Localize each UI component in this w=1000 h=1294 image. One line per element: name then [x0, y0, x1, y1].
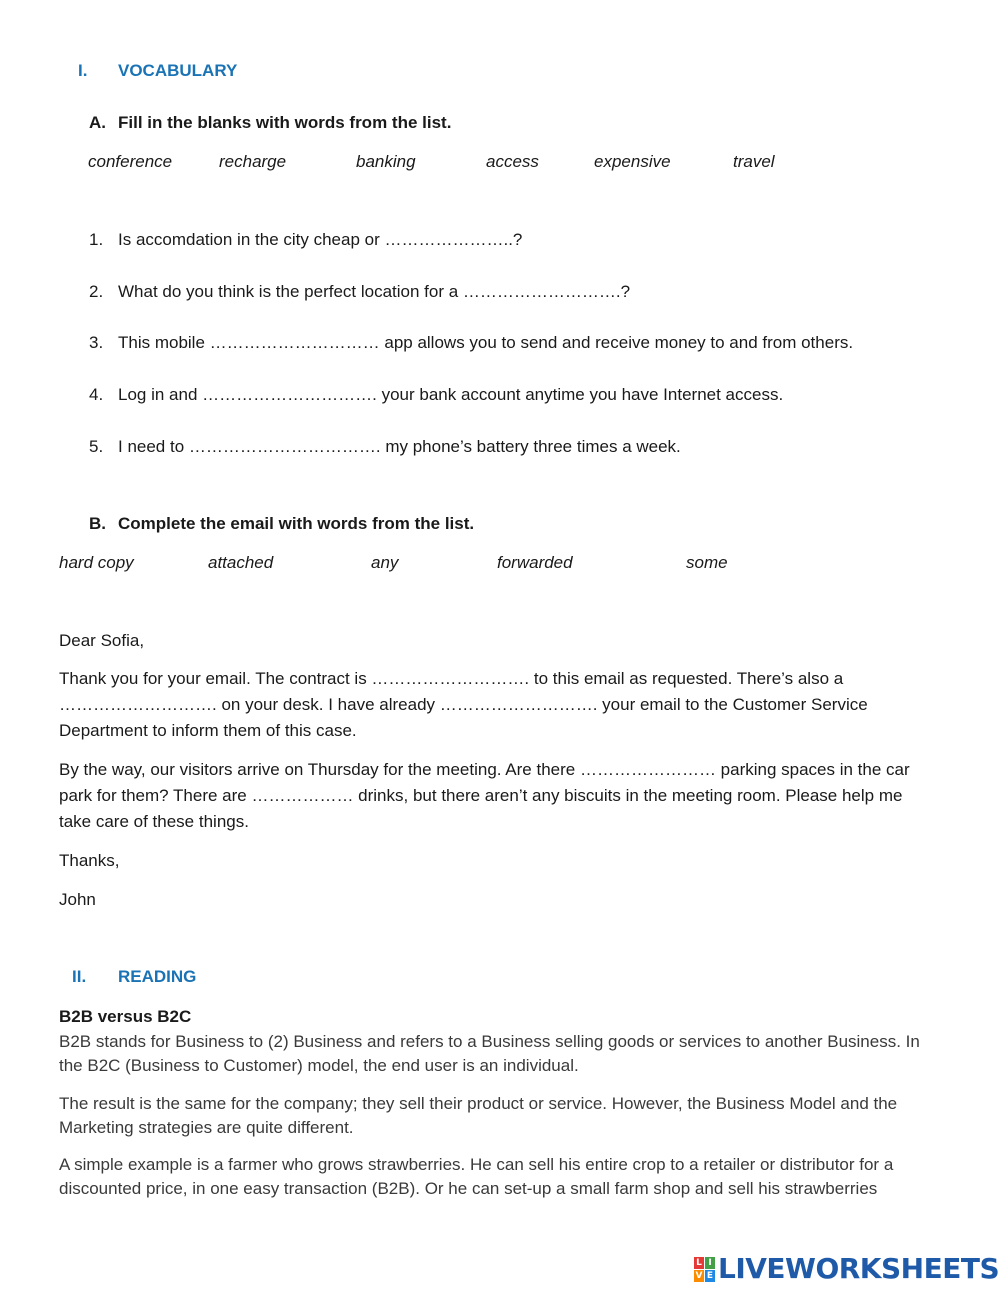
- question-number: 2.: [89, 282, 104, 301]
- section-2-number: II.: [72, 967, 87, 986]
- reading-paragraph-1: B2B stands for Business to (2) Business and refers to a Business selling goods or services to another Business. In the B2C (Business to Customer) model, the end user is an individual.: [59, 1032, 920, 1075]
- word-list-item: conference: [88, 152, 173, 171]
- section-2-title: READING: [118, 967, 197, 986]
- badge-letter: I: [705, 1257, 715, 1269]
- word-list-item: attached: [208, 553, 274, 572]
- word-list-item: any: [371, 553, 399, 572]
- badge-letter: E: [706, 1270, 714, 1281]
- word-list-item: access: [486, 152, 539, 171]
- part-b-instruction: Complete the email with words from the list.: [118, 514, 475, 533]
- word-list-item: hard copy: [59, 553, 134, 572]
- reading-paragraph-3: A simple example is a farmer who grows strawberries. He can sell his entire crop to a retailer or distributor for a discounted price, in one easy transaction (B2B). Or he can set-up a small farm shop and sell his strawberries: [59, 1155, 894, 1198]
- badge-letter: V: [695, 1270, 703, 1281]
- question-text: What do you think is the perfect location for a ……………………….?: [118, 282, 631, 301]
- reading-title: B2B versus B2C: [59, 1007, 192, 1026]
- word-list-item: expensive: [594, 152, 671, 171]
- section-1-title: VOCABULARY: [118, 61, 238, 80]
- question-text: This mobile ………………………… app allows you to send and receive money to and from others.: [118, 333, 854, 352]
- logo-text: LIVEWORKSHEETS: [718, 1252, 1000, 1285]
- word-list-item: banking: [356, 152, 416, 171]
- question-text: Log in and …………………………. your bank account anytime you have Internet access.: [118, 385, 784, 404]
- part-b-letter: B.: [89, 514, 106, 533]
- question-number: 3.: [89, 333, 104, 352]
- email-closing: Thanks,: [59, 851, 120, 870]
- question-text: I need to ……………………………. my phone’s battery three times a week.: [118, 437, 681, 456]
- email-greeting: Dear Sofia,: [59, 631, 145, 650]
- reading-paragraph-2: The result is the same for the company; they sell their product or service. However, the Business Model and the Marketing strategies are quite different.: [59, 1094, 898, 1137]
- email-paragraph-2: By the way, our visitors arrive on Thursday for the meeting. Are there …………………… parking spaces in the car park for them? There are ……………… drinks, but there aren’t any biscuits in the meeting room. Please help me take care of these things.: [59, 760, 910, 831]
- live-badge-icon: [694, 1257, 715, 1282]
- word-list-item: travel: [733, 152, 775, 171]
- question-text: Is accomdation in the city cheap or …………………..?: [118, 230, 523, 249]
- word-list-item: some: [686, 553, 728, 572]
- liveworksheets-logo[interactable]: [694, 1254, 999, 1284]
- question-number: 4.: [89, 385, 104, 404]
- badge-letter: L: [694, 1257, 704, 1269]
- part-a-instruction: Fill in the blanks with words from the list.: [118, 113, 452, 132]
- question-number: 5.: [89, 437, 104, 456]
- part-a-letter: A.: [89, 113, 106, 132]
- email-signature: John: [59, 890, 96, 909]
- word-list-item: forwarded: [497, 553, 573, 572]
- word-list-item: recharge: [219, 152, 287, 171]
- question-number: 1.: [89, 230, 104, 249]
- section-1-number: I.: [78, 61, 88, 80]
- email-paragraph-1: Thank you for your email. The contract is ………………………. to this email as requested. There’s also a ………………………. on your desk. I have already ………………………. your email to the Customer Service Department to inform them of this case.: [59, 669, 868, 740]
